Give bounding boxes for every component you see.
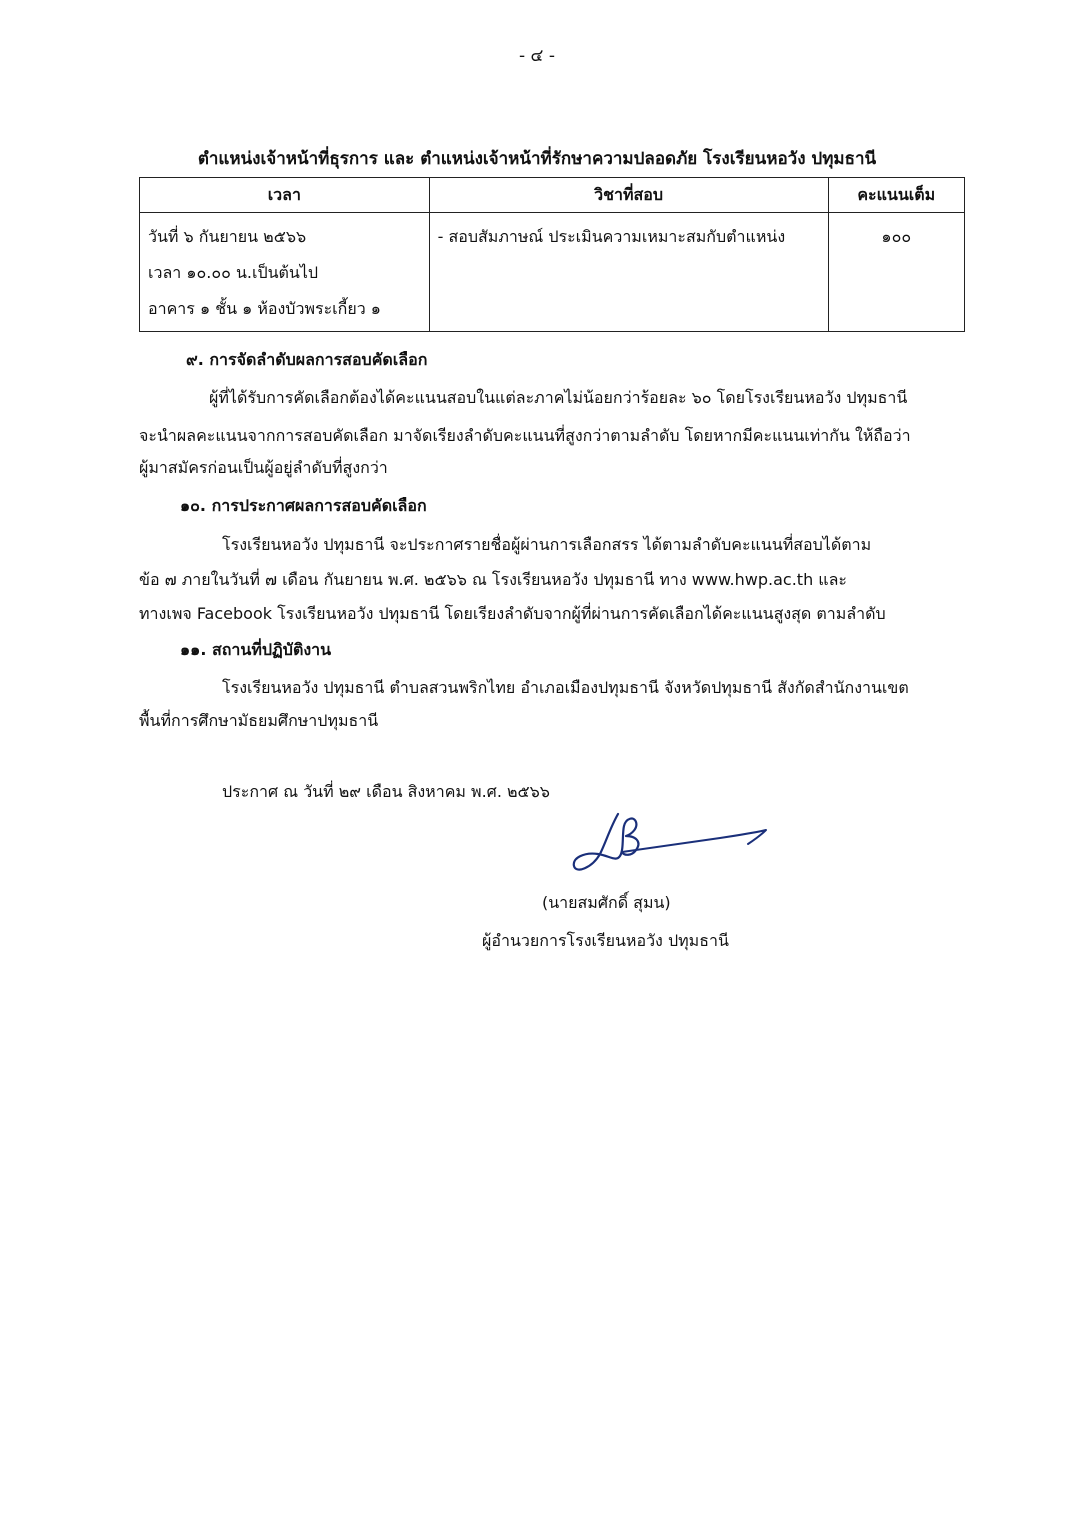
section-11-line-2: พื้นที่การศึกษามัธยมศึกษาปทุมธานี: [139, 711, 379, 730]
time-hour: เวลา ๑๐.๐๐ น.เป็นต้นไป: [148, 263, 319, 282]
signer-name: (นายสมศักดิ์ สุมน): [542, 893, 671, 912]
time-location: อาคาร ๑ ชั้น ๑ ห้องบัวพระเกี้ยว ๑: [148, 299, 381, 318]
signature-image: [570, 808, 770, 880]
section-9-line-3: ผู้มาสมัครก่อนเป็นผู้อยู่ลำดับที่สูงกว่า: [139, 458, 388, 477]
section-10-line-1: โรงเรียนหอวัง ปทุมธานี จะประกาศรายชื่อผู้ผ่านการเลือกสรร ได้ตามลำดับคะแนนที่สอบได้ตาม: [222, 535, 872, 554]
time-date: วันที่ ๖ กันยายน ๒๕๖๖: [148, 227, 307, 246]
cell-score: ๑๐๐: [828, 213, 964, 332]
section-10-line-3: ทางเพจ Facebook โรงเรียนหอวัง ปทุมธานี โดยเรียงลำดับจากผู้ที่ผ่านการคัดเลือกได้คะแนนสูงสุด ตามลำดับ: [139, 604, 886, 623]
section-9-line-2: จะนำผลคะแนนจากการสอบคัดเลือก มาจัดเรียงลำดับคะแนนที่สูงกว่าตามลำดับ โดยหากมีคะแนนเท่ากัน ให้ถือว่า: [139, 426, 911, 445]
page-number: - ๔ -: [519, 46, 555, 66]
table-header-row: [140, 178, 965, 213]
signer-title: ผู้อำนวยการโรงเรียนหอวัง ปทุมธานี: [482, 931, 729, 950]
table-title: ตำแหน่งเจ้าหน้าที่ธุรการ และ ตำแหน่งเจ้าหน้าที่รักษาความปลอดภัย โรงเรียนหอวัง ปทุมธานี: [197, 149, 877, 169]
section-11-line-1: โรงเรียนหอวัง ปทุมธานี ตำบลสวนพริกไทย อำเภอเมืองปทุมธานี จังหวัดปทุมธานี สังกัดสำนักงานเขต: [222, 678, 909, 697]
section-10-line-2: ข้อ ๗ ภายในวันที่ ๗ เดือน กันยายน พ.ศ. ๒๕๖๖ ณ โรงเรียนหอวัง ปทุมธานี ทาง www.hwp.ac.th และ: [139, 570, 848, 589]
exam-schedule-table: [139, 177, 965, 332]
header-score: คะแนนเต็ม: [828, 178, 964, 213]
section-9-heading: ๙. การจัดลำดับผลการสอบคัดเลือก: [186, 350, 428, 369]
section-9-line-1: ผู้ที่ได้รับการคัดเลือกต้องได้คะแนนสอบในแต่ละภาคไม่น้อยกว่าร้อยละ ๖๐ โดยโรงเรียนหอวัง ปทุมธานี: [209, 388, 908, 407]
cell-time: [140, 213, 430, 332]
header-time: เวลา: [140, 178, 430, 213]
section-11-heading: ๑๑. สถานที่ปฏิบัติงาน: [180, 640, 332, 659]
section-10-heading: ๑๐. การประกาศผลการสอบคัดเลือก: [180, 496, 427, 515]
announcement-date: ประกาศ ณ วันที่ ๒๙ เดือน สิงหาคม พ.ศ. ๒๕๖๖: [222, 782, 550, 801]
table-row: [140, 213, 965, 332]
cell-subject: - สอบสัมภาษณ์ ประเมินความเหมาะสมกับตำแหน่ง: [429, 213, 828, 332]
header-subject: วิชาที่สอบ: [429, 178, 828, 213]
